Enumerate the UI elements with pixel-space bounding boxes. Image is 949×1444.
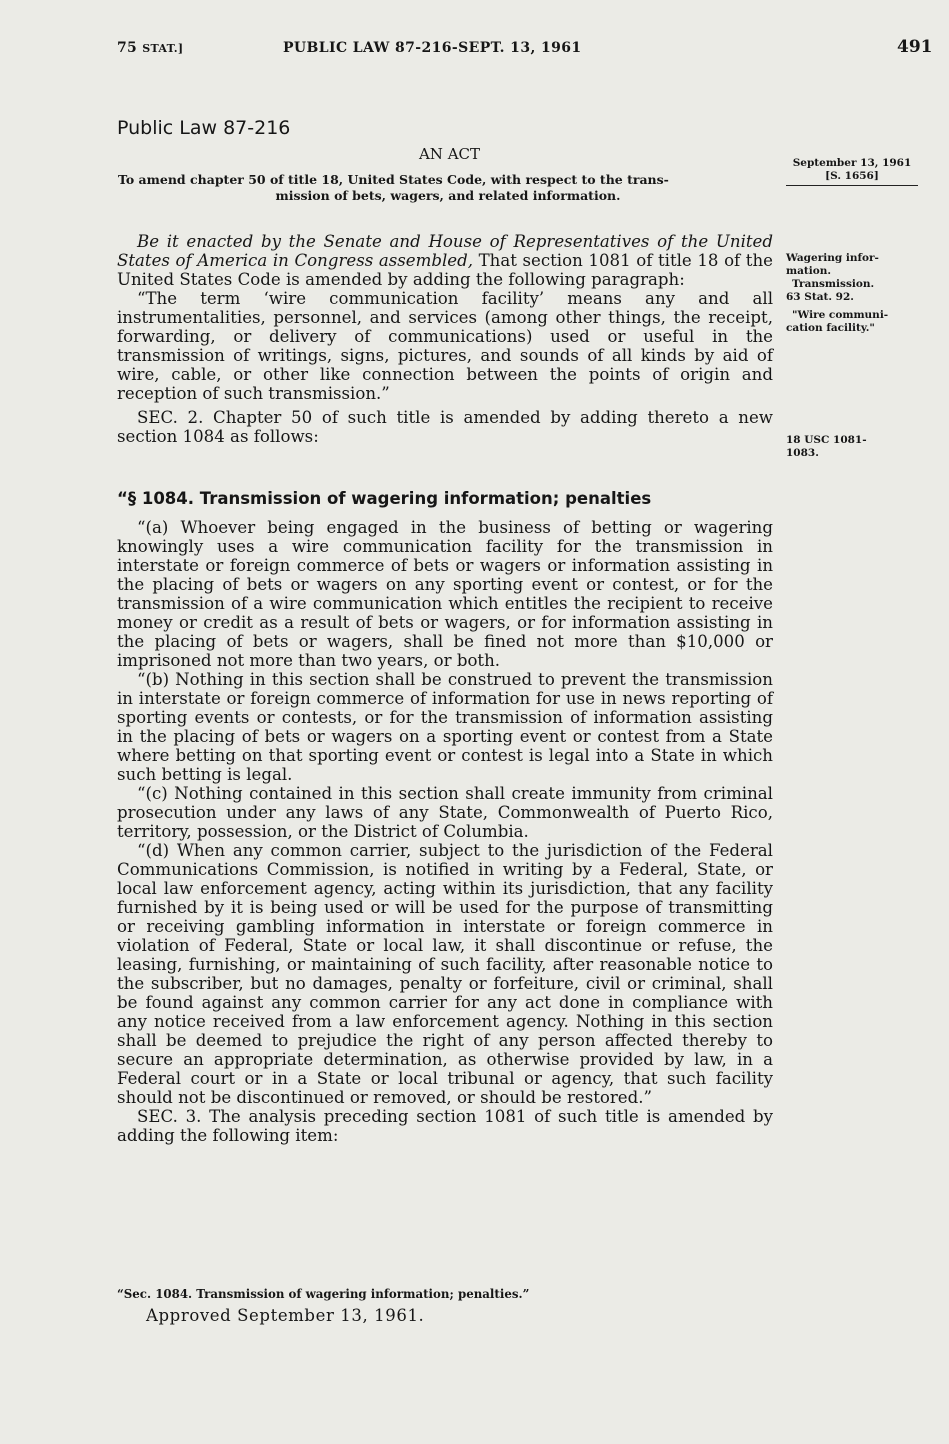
subsection-c: “(c) Nothing contained in this section shall create immunity from criminal prosecution under any laws of any State, Commonwealth of Puerto Rico, territory, possession, or the District of Columbia. xyxy=(117,784,773,841)
margin-wagering-line: mation. xyxy=(786,265,832,277)
margin-wagering-line: "Wire communi- xyxy=(792,309,889,321)
enacting-block xyxy=(117,232,773,446)
margin-usc-note xyxy=(786,434,926,460)
subsection-a: “(a) Whoever being engaged in the business of betting or wagering knowingly uses a wire communication facility for the transmission in interstate or foreign commerce of bets or wagers or information assisting in the placing of bets or wagers on any sporting event or contest, or for the transmission of a wire communication which entitles the recipient to receive money or credit as a result of bets or wagers, or for information assisting in the placing of bets or wagers, shall be fined not more than $10,000 or imprisoned not more than two years, or both. xyxy=(117,518,773,670)
section-1084-heading: “§ 1084. Transmission of wagering information; penalties xyxy=(117,489,652,508)
subsection-b: “(b) Nothing in this section shall be construed to prevent the transmission in interstate or foreign commerce of information for use in news reporting of sporting events or contests, or for the transmission of information assisting in the placing of bets or wagers on a sporting event or contest from a State where betting on that sporting event or contest is legal into a State in which such betting is legal. xyxy=(117,670,773,784)
public-law-title: Public Law 87-216 xyxy=(117,117,291,139)
running-header-volume xyxy=(117,40,183,56)
margin-usc-line: 18 USC 1081- xyxy=(786,434,867,446)
enacting-clause-italic: Be it enacted by the Senate and House of Representatives of the United States of America in Congress assembled, xyxy=(117,232,773,270)
section-2: SEC. 2. Chapter 50 of such title is amended by adding thereto a new section 1084 as follows: xyxy=(117,408,773,446)
volume-number: 75 xyxy=(117,40,138,56)
act-purpose xyxy=(118,172,778,204)
enacting-clause-text: That section 1081 of title 18 of the United States Code is amended by adding the following paragraph: xyxy=(117,251,773,289)
margin-date-note xyxy=(786,157,918,186)
enacting-clause xyxy=(117,232,773,289)
margin-wagering-line: 63 Stat. 92. xyxy=(786,291,854,303)
margin-usc-line: 1083. xyxy=(786,447,819,459)
page-number: 491 xyxy=(897,37,933,57)
margin-bill-number: [S. 1656] xyxy=(825,170,879,182)
margin-wagering-line: cation facility." xyxy=(786,322,875,334)
purpose-line-2: mission of bets, wagers, and related information. xyxy=(275,188,621,203)
margin-date: September 13, 1961 xyxy=(792,157,912,169)
an-act-heading: AN ACT xyxy=(418,145,481,163)
purpose-line-1: To amend chapter 50 of title 18, United States Code, with respect to the trans- xyxy=(118,172,669,187)
subsection-d: “(d) When any common carrier, subject to the jurisdiction of the Federal Communications Commission, is notified in writing by a Federal, State, or local law enforcement agency, acting within its jurisdiction, that any facility furnished by it is being used or will be used for the purpose of transmitting or receiving gambling information in interstate or foreign commerce in violation of Federal, State or local law, it shall discontinue or refuse, the leasing, furnishing, or maintaining of such facility, after reasonable notice to the subscriber, but no damages, penalty or forfeiture, civil or criminal, shall be found against any common carrier for any act done in compliance with any notice received from a law enforcement agency. Nothing in this section shall be deemed to prejudice the right of any person affected thereby to secure an appropriate determination, as otherwise provided by law, in a Federal court or in a State or local tribunal or agency, that such facility should not be discontinued or removed, or should be restored.” xyxy=(117,841,773,1107)
margin-rule xyxy=(786,185,918,186)
approval-date: Approved September 13, 1961. xyxy=(146,1306,425,1325)
margin-wagering-note xyxy=(786,252,926,335)
analysis-item: “Sec. 1084. Transmission of wagering information; penalties.” xyxy=(117,1287,530,1301)
running-header-title: PUBLIC LAW 87-216-SEPT. 13, 1961 xyxy=(283,40,582,56)
margin-wagering-line: Wagering infor- xyxy=(786,252,879,264)
volume-label: STAT.] xyxy=(142,42,184,55)
section-1084-body xyxy=(117,518,773,1145)
definition-paragraph: “The term ‘wire communication facility’ means any and all instrumentalities, personnel, and services (among other things, the receipt, forwarding, or delivery of communications) used or useful in the transmission of writings, signs, pictures, and sounds of all kinds by aid of wire, cable, or other like connection between the points of origin and reception of such transmission.” xyxy=(117,289,773,403)
section-3: SEC. 3. The analysis preceding section 1081 of such title is amended by adding the following item: xyxy=(117,1107,773,1145)
margin-wagering-line: Transmission. xyxy=(792,278,875,290)
